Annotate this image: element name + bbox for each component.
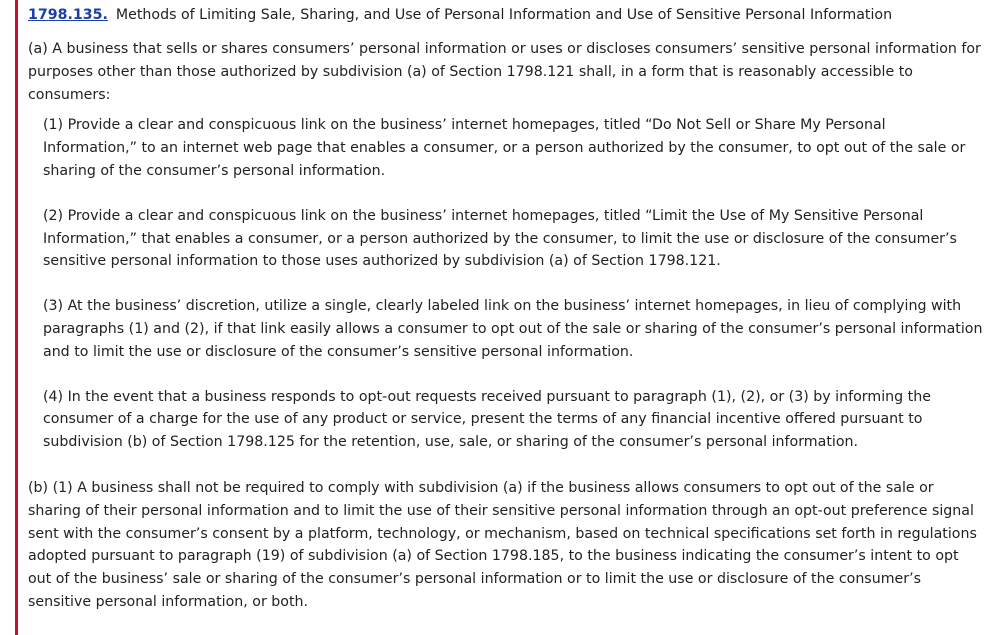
paragraph-a: (a) A business that sells or shares consumers’ personal information or uses or discloses consumers’ sensitive personal information for purposes other than those authorized by subdivision (a) of Section 1798.121 shall, in a form that is reasonably accessible to consumers:: [28, 41, 981, 103]
paragraph-a-2: (2) Provide a clear and conspicuous link on the business’ internet homepages, titled “Limit the Use of My Sensitive Personal Information,” that enables a consumer, or a person authorized by the consumer, to limit the use or disclosure of the consumer’s sensitive personal information to those uses authorized by subdivision (a) of Section 1798.121.: [43, 207, 957, 270]
section-heading: [28, 2, 983, 28]
section-title: Methods of Limiting Sale, Sharing, and Use of Personal Information and Use of Sensitive Personal Information: [115, 7, 893, 23]
section-number-link[interactable]: 1798.135.: [28, 7, 108, 23]
section-left-rule: [15, 0, 18, 635]
paragraph-b-1: (b) (1) A business shall not be required to comply with subdivision (a) if the business allows consumers to opt out of the sale or sharing of their personal information and to limit the use of their sensitive personal information through an opt-out preference signal sent with the consumer’s consent by a platform, technology, or mechanism, based on technical specifications set forth in regulations adopted pursuant to paragraph (19) of subdivision (a) of Section 1798.185, to the business indicating the consumer’s intent to opt out of the business’ sale or sharing of the consumer’s personal information or to limit the use or disclosure of the consumer’s sensitive personal information, or both.: [28, 479, 977, 610]
paragraph-a-3: (3) At the business’ discretion, utilize a single, clearly labeled link on the business’ internet homepages, in lieu of complying with paragraphs (1) and (2), if that link easily allows a consumer to opt out of the sale or sharing of the consumer’s personal information and to limit the use or disclosure of the consumer’s sensitive personal information.: [43, 298, 983, 360]
statute-section: [28, 2, 983, 614]
paragraph-a-4: (4) In the event that a business responds to opt-out requests received pursuant to paragraph (1), (2), or (3) by informing the consumer of a charge for the use of any product or service, present the terms of any financial incentive offered pursuant to subdivision (b) of Section 1798.125 for the retention, use, sale, or sharing of the consumer’s personal information.: [43, 388, 931, 451]
paragraph-a-1: (1) Provide a clear and conspicuous link on the business’ internet homepages, titled “Do Not Sell or Share My Personal Information,” to an internet web page that enables a consumer, or a person authorized by the consumer, to opt out of the sale or sharing of the consumer’s personal information.: [43, 117, 966, 179]
